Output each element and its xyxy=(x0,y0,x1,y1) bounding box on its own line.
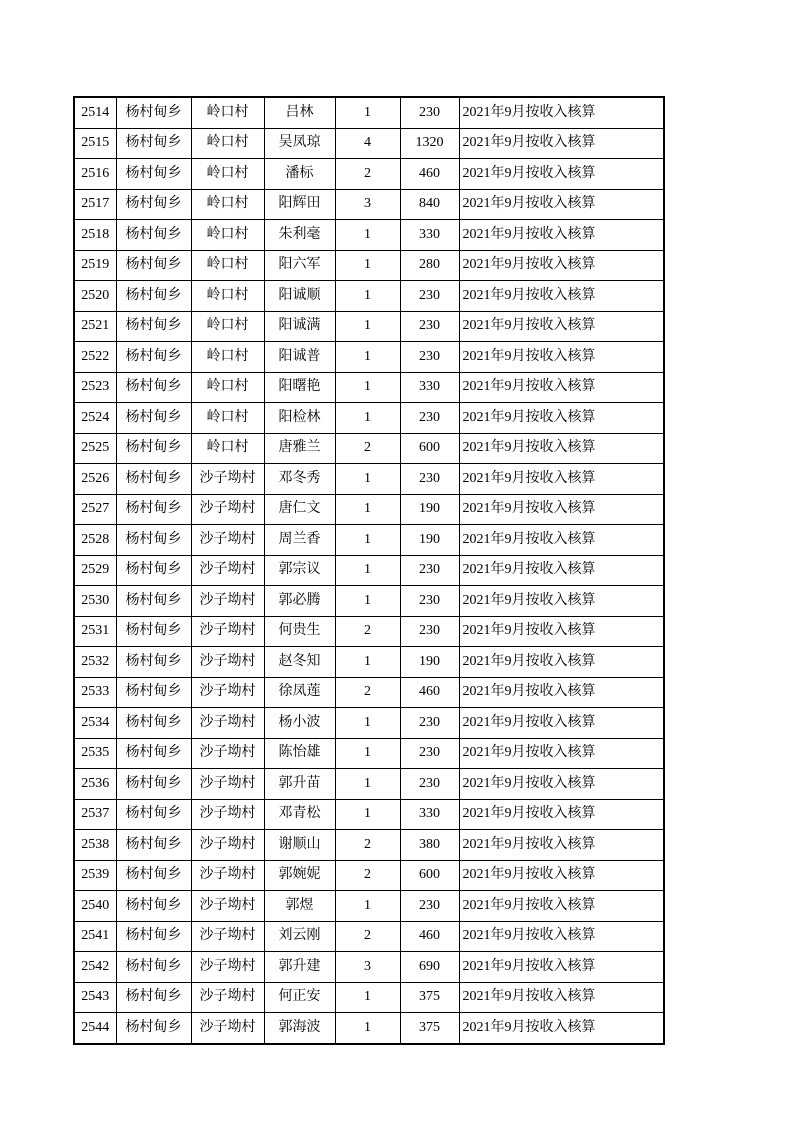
cell-count: 1 xyxy=(335,738,400,769)
cell-serial: 2529 xyxy=(74,555,116,586)
cell-remark: 2021年9月按收入核算 xyxy=(459,525,664,556)
cell-serial: 2514 xyxy=(74,97,116,128)
cell-township: 杨村甸乡 xyxy=(116,860,191,891)
cell-village: 岭口村 xyxy=(191,250,264,281)
cell-name: 徐凤莲 xyxy=(264,677,335,708)
cell-amount: 230 xyxy=(400,403,459,434)
cell-township: 杨村甸乡 xyxy=(116,586,191,617)
cell-village: 岭口村 xyxy=(191,311,264,342)
cell-serial: 2520 xyxy=(74,281,116,312)
table-row xyxy=(74,769,664,800)
cell-amount: 230 xyxy=(400,342,459,373)
cell-serial: 2517 xyxy=(74,189,116,220)
cell-name: 阳诚普 xyxy=(264,342,335,373)
cell-count: 1 xyxy=(335,494,400,525)
cell-name: 郭必腾 xyxy=(264,586,335,617)
cell-village: 沙子坳村 xyxy=(191,982,264,1013)
cell-township: 杨村甸乡 xyxy=(116,616,191,647)
cell-count: 1 xyxy=(335,647,400,678)
cell-remark: 2021年9月按收入核算 xyxy=(459,342,664,373)
cell-village: 沙子坳村 xyxy=(191,769,264,800)
cell-amount: 190 xyxy=(400,647,459,678)
cell-serial: 2522 xyxy=(74,342,116,373)
cell-remark: 2021年9月按收入核算 xyxy=(459,494,664,525)
cell-amount: 460 xyxy=(400,677,459,708)
cell-serial: 2526 xyxy=(74,464,116,495)
cell-serial: 2539 xyxy=(74,860,116,891)
cell-remark: 2021年9月按收入核算 xyxy=(459,311,664,342)
cell-amount: 230 xyxy=(400,738,459,769)
cell-amount: 190 xyxy=(400,525,459,556)
cell-serial: 2525 xyxy=(74,433,116,464)
cell-amount: 1320 xyxy=(400,128,459,159)
table-row xyxy=(74,372,664,403)
cell-count: 1 xyxy=(335,342,400,373)
cell-count: 1 xyxy=(335,403,400,434)
table-row xyxy=(74,525,664,556)
cell-count: 1 xyxy=(335,281,400,312)
table-row xyxy=(74,159,664,190)
cell-remark: 2021年9月按收入核算 xyxy=(459,281,664,312)
table-body xyxy=(74,97,664,1044)
cell-township: 杨村甸乡 xyxy=(116,738,191,769)
cell-village: 沙子坳村 xyxy=(191,464,264,495)
cell-amount: 230 xyxy=(400,311,459,342)
cell-amount: 690 xyxy=(400,952,459,983)
cell-serial: 2523 xyxy=(74,372,116,403)
cell-village: 沙子坳村 xyxy=(191,1013,264,1044)
cell-township: 杨村甸乡 xyxy=(116,891,191,922)
cell-amount: 375 xyxy=(400,982,459,1013)
cell-township: 杨村甸乡 xyxy=(116,97,191,128)
table-row xyxy=(74,708,664,739)
cell-village: 岭口村 xyxy=(191,97,264,128)
cell-township: 杨村甸乡 xyxy=(116,189,191,220)
cell-remark: 2021年9月按收入核算 xyxy=(459,616,664,647)
cell-count: 1 xyxy=(335,1013,400,1044)
table-row xyxy=(74,403,664,434)
cell-serial: 2535 xyxy=(74,738,116,769)
cell-name: 郭升苗 xyxy=(264,769,335,800)
cell-remark: 2021年9月按收入核算 xyxy=(459,799,664,830)
table-row xyxy=(74,342,664,373)
cell-serial: 2536 xyxy=(74,769,116,800)
cell-remark: 2021年9月按收入核算 xyxy=(459,769,664,800)
cell-count: 1 xyxy=(335,525,400,556)
cell-remark: 2021年9月按收入核算 xyxy=(459,830,664,861)
table-row xyxy=(74,891,664,922)
cell-count: 1 xyxy=(335,982,400,1013)
cell-name: 吕林 xyxy=(264,97,335,128)
cell-village: 岭口村 xyxy=(191,220,264,251)
cell-township: 杨村甸乡 xyxy=(116,372,191,403)
cell-name: 阳诚顺 xyxy=(264,281,335,312)
cell-village: 沙子坳村 xyxy=(191,647,264,678)
cell-name: 杨小波 xyxy=(264,708,335,739)
cell-township: 杨村甸乡 xyxy=(116,769,191,800)
table-row xyxy=(74,220,664,251)
cell-name: 何正安 xyxy=(264,982,335,1013)
table-row xyxy=(74,586,664,617)
cell-serial: 2544 xyxy=(74,1013,116,1044)
table-row xyxy=(74,128,664,159)
cell-count: 1 xyxy=(335,708,400,739)
cell-name: 刘云刚 xyxy=(264,921,335,952)
cell-name: 吴凤琼 xyxy=(264,128,335,159)
cell-name: 阳诚满 xyxy=(264,311,335,342)
cell-name: 郭升建 xyxy=(264,952,335,983)
cell-serial: 2540 xyxy=(74,891,116,922)
cell-name: 阳辉田 xyxy=(264,189,335,220)
cell-township: 杨村甸乡 xyxy=(116,1013,191,1044)
cell-remark: 2021年9月按收入核算 xyxy=(459,97,664,128)
cell-serial: 2534 xyxy=(74,708,116,739)
cell-serial: 2543 xyxy=(74,982,116,1013)
cell-name: 谢顺山 xyxy=(264,830,335,861)
cell-amount: 230 xyxy=(400,586,459,617)
cell-name: 邓青松 xyxy=(264,799,335,830)
cell-count: 1 xyxy=(335,372,400,403)
cell-count: 2 xyxy=(335,830,400,861)
cell-serial: 2533 xyxy=(74,677,116,708)
cell-serial: 2528 xyxy=(74,525,116,556)
table-row xyxy=(74,494,664,525)
cell-amount: 330 xyxy=(400,799,459,830)
table-row xyxy=(74,464,664,495)
cell-village: 沙子坳村 xyxy=(191,860,264,891)
cell-village: 岭口村 xyxy=(191,433,264,464)
cell-township: 杨村甸乡 xyxy=(116,250,191,281)
table-row xyxy=(74,921,664,952)
cell-village: 沙子坳村 xyxy=(191,891,264,922)
cell-count: 1 xyxy=(335,799,400,830)
cell-township: 杨村甸乡 xyxy=(116,708,191,739)
cell-amount: 460 xyxy=(400,921,459,952)
cell-amount: 230 xyxy=(400,281,459,312)
cell-count: 1 xyxy=(335,555,400,586)
cell-village: 沙子坳村 xyxy=(191,677,264,708)
cell-remark: 2021年9月按收入核算 xyxy=(459,250,664,281)
cell-serial: 2530 xyxy=(74,586,116,617)
cell-township: 杨村甸乡 xyxy=(116,494,191,525)
cell-count: 1 xyxy=(335,891,400,922)
cell-count: 3 xyxy=(335,952,400,983)
cell-village: 沙子坳村 xyxy=(191,921,264,952)
cell-amount: 280 xyxy=(400,250,459,281)
cell-name: 赵冬知 xyxy=(264,647,335,678)
cell-village: 岭口村 xyxy=(191,159,264,190)
cell-name: 周兰香 xyxy=(264,525,335,556)
cell-amount: 230 xyxy=(400,555,459,586)
cell-remark: 2021年9月按收入核算 xyxy=(459,189,664,220)
cell-amount: 190 xyxy=(400,494,459,525)
cell-amount: 230 xyxy=(400,616,459,647)
cell-remark: 2021年9月按收入核算 xyxy=(459,677,664,708)
cell-serial: 2538 xyxy=(74,830,116,861)
cell-remark: 2021年9月按收入核算 xyxy=(459,921,664,952)
cell-remark: 2021年9月按收入核算 xyxy=(459,464,664,495)
table-row xyxy=(74,738,664,769)
cell-count: 1 xyxy=(335,586,400,617)
cell-name: 潘标 xyxy=(264,159,335,190)
cell-village: 沙子坳村 xyxy=(191,799,264,830)
cell-count: 1 xyxy=(335,220,400,251)
cell-name: 郭煜 xyxy=(264,891,335,922)
cell-township: 杨村甸乡 xyxy=(116,403,191,434)
table-row xyxy=(74,97,664,128)
cell-township: 杨村甸乡 xyxy=(116,525,191,556)
cell-remark: 2021年9月按收入核算 xyxy=(459,128,664,159)
table-row xyxy=(74,250,664,281)
cell-township: 杨村甸乡 xyxy=(116,830,191,861)
cell-count: 1 xyxy=(335,311,400,342)
cell-village: 沙子坳村 xyxy=(191,708,264,739)
cell-serial: 2541 xyxy=(74,921,116,952)
cell-township: 杨村甸乡 xyxy=(116,982,191,1013)
subsidy-table xyxy=(73,96,665,1045)
cell-village: 沙子坳村 xyxy=(191,952,264,983)
cell-amount: 375 xyxy=(400,1013,459,1044)
cell-count: 2 xyxy=(335,677,400,708)
cell-remark: 2021年9月按收入核算 xyxy=(459,708,664,739)
cell-remark: 2021年9月按收入核算 xyxy=(459,220,664,251)
cell-amount: 380 xyxy=(400,830,459,861)
cell-count: 2 xyxy=(335,860,400,891)
cell-remark: 2021年9月按收入核算 xyxy=(459,647,664,678)
cell-serial: 2537 xyxy=(74,799,116,830)
cell-count: 3 xyxy=(335,189,400,220)
cell-serial: 2516 xyxy=(74,159,116,190)
cell-name: 阳曙艳 xyxy=(264,372,335,403)
cell-count: 2 xyxy=(335,616,400,647)
cell-name: 邓冬秀 xyxy=(264,464,335,495)
cell-amount: 330 xyxy=(400,372,459,403)
cell-remark: 2021年9月按收入核算 xyxy=(459,555,664,586)
cell-remark: 2021年9月按收入核算 xyxy=(459,1013,664,1044)
cell-remark: 2021年9月按收入核算 xyxy=(459,952,664,983)
table-row xyxy=(74,311,664,342)
cell-village: 岭口村 xyxy=(191,189,264,220)
cell-serial: 2542 xyxy=(74,952,116,983)
cell-village: 沙子坳村 xyxy=(191,738,264,769)
cell-village: 沙子坳村 xyxy=(191,830,264,861)
cell-village: 沙子坳村 xyxy=(191,525,264,556)
cell-amount: 460 xyxy=(400,159,459,190)
cell-count: 2 xyxy=(335,921,400,952)
cell-township: 杨村甸乡 xyxy=(116,159,191,190)
cell-amount: 230 xyxy=(400,708,459,739)
cell-amount: 230 xyxy=(400,464,459,495)
table-row xyxy=(74,982,664,1013)
cell-township: 杨村甸乡 xyxy=(116,952,191,983)
cell-name: 唐仁文 xyxy=(264,494,335,525)
table-row xyxy=(74,616,664,647)
cell-count: 2 xyxy=(335,159,400,190)
cell-remark: 2021年9月按收入核算 xyxy=(459,860,664,891)
cell-amount: 840 xyxy=(400,189,459,220)
cell-township: 杨村甸乡 xyxy=(116,311,191,342)
cell-count: 2 xyxy=(335,433,400,464)
cell-township: 杨村甸乡 xyxy=(116,464,191,495)
cell-serial: 2515 xyxy=(74,128,116,159)
cell-village: 岭口村 xyxy=(191,128,264,159)
table-row xyxy=(74,830,664,861)
cell-amount: 230 xyxy=(400,891,459,922)
table-row xyxy=(74,677,664,708)
cell-name: 朱利毫 xyxy=(264,220,335,251)
cell-remark: 2021年9月按收入核算 xyxy=(459,403,664,434)
cell-serial: 2519 xyxy=(74,250,116,281)
cell-serial: 2518 xyxy=(74,220,116,251)
cell-village: 沙子坳村 xyxy=(191,494,264,525)
cell-township: 杨村甸乡 xyxy=(116,799,191,830)
cell-name: 郭婉妮 xyxy=(264,860,335,891)
cell-village: 岭口村 xyxy=(191,372,264,403)
cell-village: 岭口村 xyxy=(191,281,264,312)
cell-remark: 2021年9月按收入核算 xyxy=(459,159,664,190)
cell-serial: 2521 xyxy=(74,311,116,342)
cell-township: 杨村甸乡 xyxy=(116,128,191,159)
table-row xyxy=(74,860,664,891)
cell-amount: 230 xyxy=(400,769,459,800)
cell-name: 陈怡雄 xyxy=(264,738,335,769)
cell-amount: 330 xyxy=(400,220,459,251)
cell-count: 4 xyxy=(335,128,400,159)
cell-township: 杨村甸乡 xyxy=(116,921,191,952)
table-row xyxy=(74,647,664,678)
cell-remark: 2021年9月按收入核算 xyxy=(459,982,664,1013)
cell-count: 1 xyxy=(335,97,400,128)
cell-name: 郭海波 xyxy=(264,1013,335,1044)
cell-village: 沙子坳村 xyxy=(191,586,264,617)
cell-township: 杨村甸乡 xyxy=(116,433,191,464)
table-row xyxy=(74,555,664,586)
cell-amount: 230 xyxy=(400,97,459,128)
table-row xyxy=(74,799,664,830)
cell-township: 杨村甸乡 xyxy=(116,647,191,678)
cell-township: 杨村甸乡 xyxy=(116,677,191,708)
cell-name: 阳六军 xyxy=(264,250,335,281)
cell-count: 1 xyxy=(335,250,400,281)
cell-township: 杨村甸乡 xyxy=(116,555,191,586)
table-row xyxy=(74,1013,664,1044)
cell-serial: 2531 xyxy=(74,616,116,647)
cell-remark: 2021年9月按收入核算 xyxy=(459,891,664,922)
cell-village: 沙子坳村 xyxy=(191,555,264,586)
cell-name: 阳检林 xyxy=(264,403,335,434)
cell-township: 杨村甸乡 xyxy=(116,281,191,312)
cell-remark: 2021年9月按收入核算 xyxy=(459,586,664,617)
table-row xyxy=(74,952,664,983)
cell-township: 杨村甸乡 xyxy=(116,342,191,373)
cell-count: 1 xyxy=(335,464,400,495)
cell-serial: 2527 xyxy=(74,494,116,525)
cell-township: 杨村甸乡 xyxy=(116,220,191,251)
cell-remark: 2021年9月按收入核算 xyxy=(459,372,664,403)
table-row xyxy=(74,281,664,312)
cell-name: 唐雅兰 xyxy=(264,433,335,464)
cell-remark: 2021年9月按收入核算 xyxy=(459,433,664,464)
cell-serial: 2532 xyxy=(74,647,116,678)
cell-village: 岭口村 xyxy=(191,342,264,373)
cell-serial: 2524 xyxy=(74,403,116,434)
cell-village: 岭口村 xyxy=(191,403,264,434)
table-row xyxy=(74,189,664,220)
cell-remark: 2021年9月按收入核算 xyxy=(459,738,664,769)
cell-name: 何贵生 xyxy=(264,616,335,647)
cell-name: 郭宗议 xyxy=(264,555,335,586)
table-row xyxy=(74,433,664,464)
cell-amount: 600 xyxy=(400,860,459,891)
cell-amount: 600 xyxy=(400,433,459,464)
cell-village: 沙子坳村 xyxy=(191,616,264,647)
cell-count: 1 xyxy=(335,769,400,800)
